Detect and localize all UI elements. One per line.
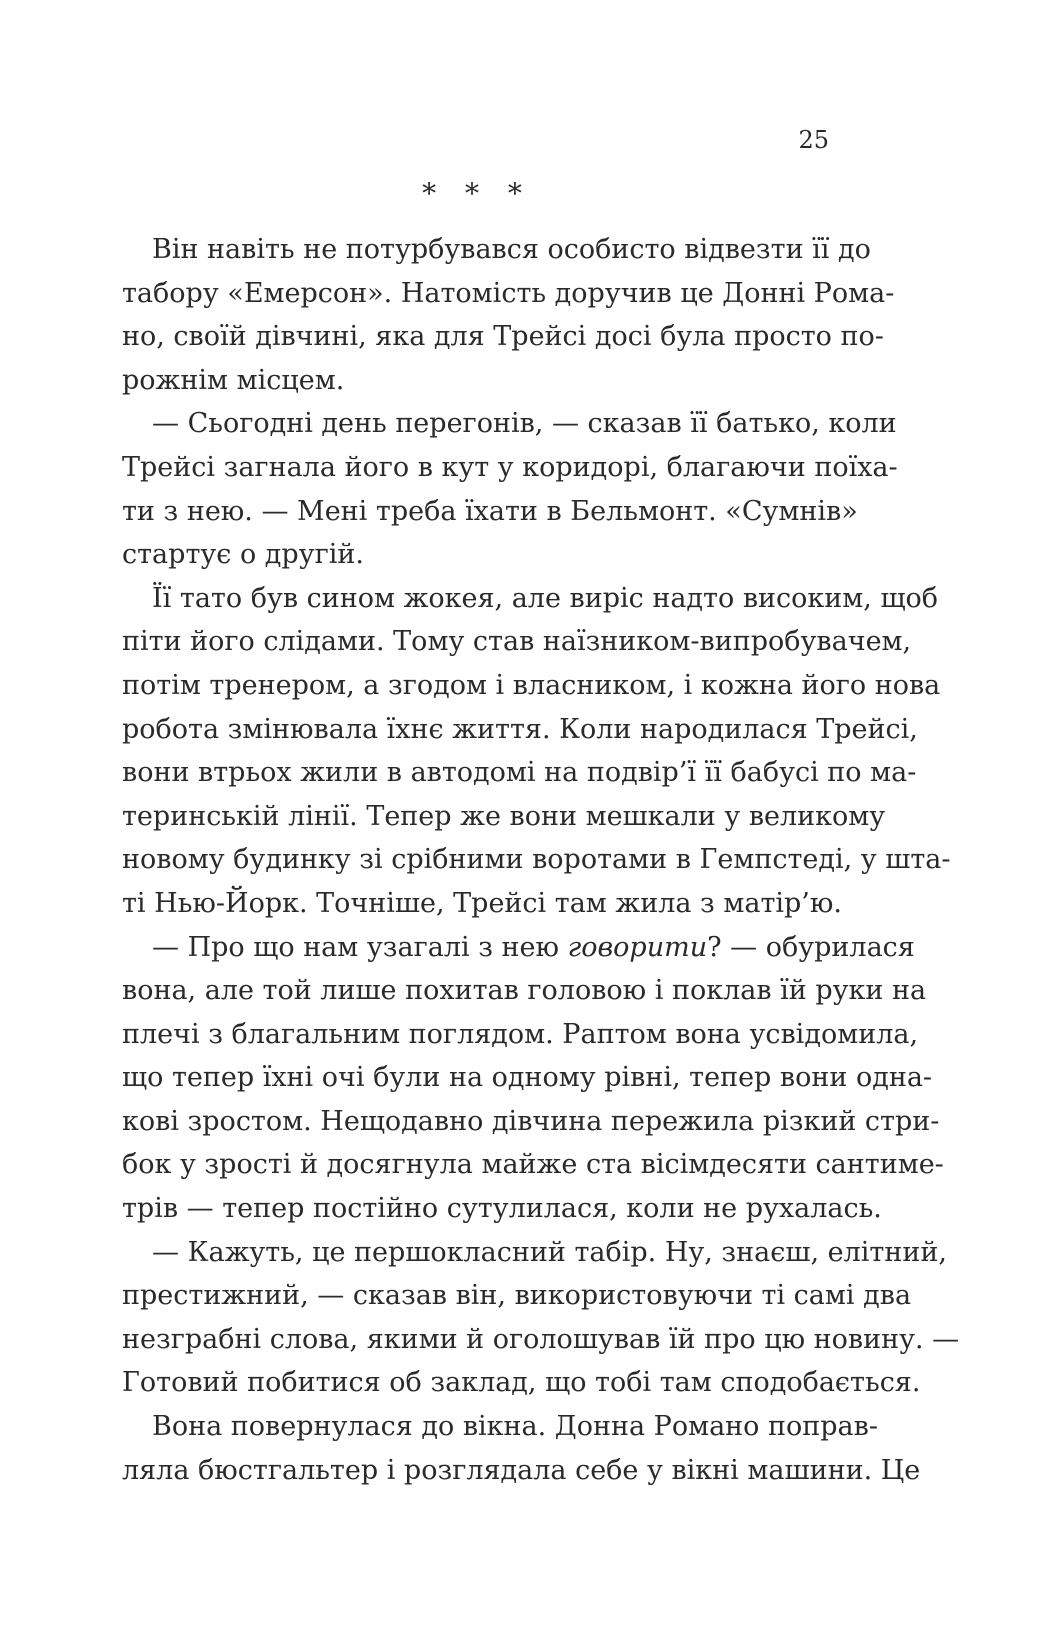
- text-line: Вона повернулася до вікна. Донна Романо поправ-: [152, 1411, 878, 1443]
- text-line: ляла бюстгальтер і розглядала себе у вікні машини. Це: [122, 1454, 921, 1486]
- text-line: Трейсі загнала його в кут у коридорі, благаючи поїха-: [122, 451, 898, 483]
- text-line: плечі з благальним поглядом. Раптом вона усвідомила,: [122, 1018, 919, 1050]
- body-text: [122, 228, 960, 1492]
- text-line: — Кажуть, це першокласний табір. Ну, знаєш, елітний,: [152, 1236, 947, 1268]
- text-line: Готовий побитися об заклад, що тобі там сподобається.: [122, 1367, 921, 1399]
- section-separator: * * *: [422, 177, 532, 210]
- text-fragment: ? — обурилася: [707, 931, 915, 963]
- text-line: вона, але той лише похитав головою і поклав їй руки на: [122, 975, 927, 1007]
- text-line: Він навіть не потурбувався особисто відвезти її до: [152, 234, 871, 265]
- text-line: вони втрьох жили в автодомі на подвір’ї її бабусі по ма-: [122, 757, 917, 789]
- text-line: рожнім місцем.: [122, 364, 345, 396]
- text-line: стартує о другій.: [122, 539, 364, 571]
- text-line: потім тренером, а згодом і власником, і кожна його нова: [122, 669, 941, 701]
- text-line: престижний, — сказав він, використовуючи ті самі два: [122, 1280, 912, 1312]
- text-line: що тепер їхні очі були на одному рівні, тепер вони одна-: [122, 1062, 933, 1094]
- text-line: кові зростом. Нещодавно дівчина пережила різкий стри-: [122, 1105, 940, 1137]
- text-line: незграбні слова, якими й оголошував їй про цю новину. —: [122, 1323, 960, 1355]
- text-line: новому будинку зі срібними воротами в Гемпстеді, у шта-: [122, 844, 951, 876]
- text-line: но, своїй дівчині, яка для Трейсі досі була просто по-: [122, 321, 884, 353]
- text-line: ти з нею. — Мені треба їхати в Бельмонт. «Сумнів»: [122, 495, 858, 527]
- text-line: Її тато був сином жокея, але виріс надто високим, щоб: [152, 582, 939, 614]
- text-line: [122, 926, 915, 970]
- text-line: бок у зрості й досягнула майже ста вісімдесяти сантиме-: [122, 1149, 944, 1181]
- text-line: піти його слідами. Тому став наїзником-випробувачем,: [122, 626, 912, 658]
- text-line: — Сьогодні день перегонів, — сказав її батько, коли: [152, 408, 897, 440]
- text-line: робота змінювала їхнє життя. Коли народилася Трейсі,: [122, 713, 918, 745]
- emphasis-word: говорити: [567, 931, 708, 963]
- text-line: ті Нью-Йорк. Точніше, Трейсі там жила з матір’ю.: [122, 887, 842, 919]
- text-fragment: — Про що нам узагалі з нею: [152, 931, 568, 963]
- text-line: теринській лінії. Тепер же вони мешкали у великому: [122, 800, 886, 832]
- text-line: табору «Емерсон». Натомість доручив це Донні Рома-: [122, 277, 895, 309]
- page-number: 25: [798, 126, 829, 154]
- text-line: трів — тепер постійно сутулилася, коли не рухалась.: [122, 1193, 882, 1225]
